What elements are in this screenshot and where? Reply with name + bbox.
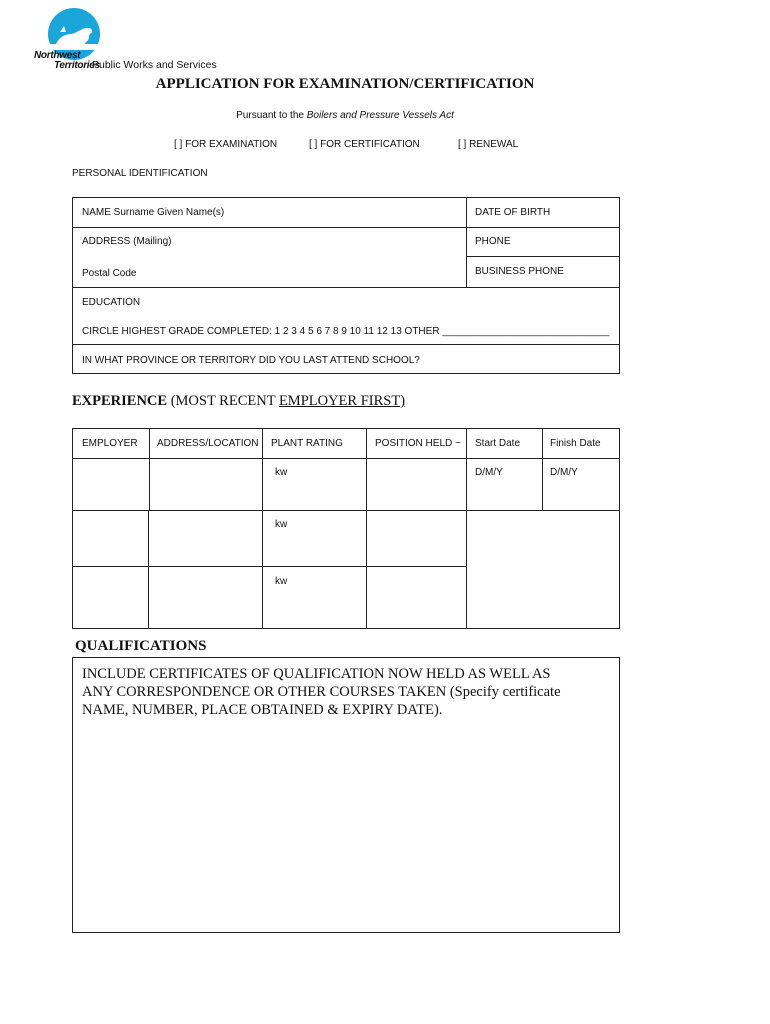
personal-identification-heading: PERSONAL IDENTIFICATION: [72, 168, 208, 179]
position-cell-1[interactable]: [366, 458, 467, 511]
last-school-province-field[interactable]: IN WHAT PROVINCE OR TERRITORY DID YOU LAST ATTEND SCHOOL?: [82, 355, 420, 366]
address-field[interactable]: ADDRESS (Mailing): [82, 236, 172, 247]
qualifications-instruction-line-2: ANY CORRESPONDENCE OR OTHER COURSES TAKEN (Specify certificate: [82, 684, 561, 700]
logo-text-territories: Territories: [54, 60, 100, 71]
experience-heading-bold: EXPERIENCE: [72, 393, 168, 409]
employer-cell-3[interactable]: [72, 566, 149, 629]
address-cell-2[interactable]: [148, 510, 263, 567]
phone-field[interactable]: PHONE: [475, 236, 511, 247]
finish-date-header-label: Finish Date: [550, 438, 601, 449]
qualifications-heading: QUALIFICATIONS: [75, 638, 207, 654]
position-cell-3[interactable]: [366, 566, 467, 629]
address-header-label: ADDRESS/LOCATION: [157, 438, 259, 449]
option-renewal[interactable]: [ ] RENEWAL: [458, 139, 519, 150]
subtitle-prefix: Pursuant to the: [236, 110, 304, 121]
subtitle-act: Boilers and Pressure Vessels Act: [306, 110, 454, 121]
start-date-cell-1[interactable]: [466, 458, 543, 511]
address-cell-1[interactable]: [149, 458, 263, 511]
plant-rating-cell-1[interactable]: [262, 458, 367, 511]
dates-cell-rows-2-3[interactable]: [466, 510, 620, 629]
row-divider: [72, 227, 620, 228]
start-date-format: D/M/Y: [475, 467, 503, 478]
row-divider: [72, 344, 620, 345]
date-of-birth-field[interactable]: DATE OF BIRTH: [475, 207, 551, 218]
logo-text-northwest: Northwest: [34, 50, 81, 61]
employer-header-label: EMPLOYER: [82, 438, 138, 449]
personal-table: [72, 197, 620, 374]
employer-cell-2[interactable]: [72, 510, 149, 567]
position-cell-2[interactable]: [366, 510, 467, 567]
name-field[interactable]: NAME Surname Given Name(s): [82, 207, 225, 218]
business-phone-field[interactable]: BUSINESS PHONE: [475, 266, 564, 277]
kw-unit-1: kw: [275, 467, 288, 478]
highest-grade-field[interactable]: CIRCLE HIGHEST GRADE COMPLETED: 1 2 3 4 5 6 7 8 9 10 11 12 13 OTHER ______________________________: [82, 326, 610, 337]
option-certification[interactable]: [ ] FOR CERTIFICATION: [309, 139, 420, 150]
finish-date-format: D/M/Y: [550, 467, 578, 478]
department-name: Public Works and Services: [92, 59, 217, 71]
plant-rating-header-label: PLANT RATING: [271, 438, 343, 449]
form-title: APPLICATION FOR EXAMINATION/CERTIFICATION: [155, 76, 535, 92]
start-date-header-label: Start Date: [475, 438, 521, 449]
kw-unit-2: kw: [275, 519, 288, 530]
address-cell-3[interactable]: [148, 566, 263, 629]
position-header-label: POSITION HELD ~: [375, 438, 461, 449]
row-divider: [466, 256, 620, 257]
education-label: EDUCATION: [82, 297, 141, 308]
experience-heading-rest: (MOST RECENT: [167, 393, 279, 409]
finish-date-cell-1[interactable]: [542, 458, 620, 511]
column-divider: [466, 197, 467, 287]
employer-cell-1[interactable]: [72, 458, 150, 511]
qualifications-instruction-line-1: INCLUDE CERTIFICATES OF QUALIFICATION NOW HELD AS WELL AS: [82, 666, 551, 682]
row-divider: [72, 287, 620, 288]
qualifications-instruction-line-3: NAME, NUMBER, PLACE OBTAINED & EXPIRY DATE).: [82, 702, 443, 718]
form-subtitle: [0, 110, 690, 121]
experience-heading-underlined: EMPLOYER FIRST): [278, 393, 406, 409]
kw-unit-3: kw: [275, 576, 288, 587]
experience-heading: [72, 393, 405, 410]
postal-code-field[interactable]: Postal Code: [82, 268, 137, 279]
option-examination[interactable]: [ ] FOR EXAMINATION: [174, 139, 278, 150]
